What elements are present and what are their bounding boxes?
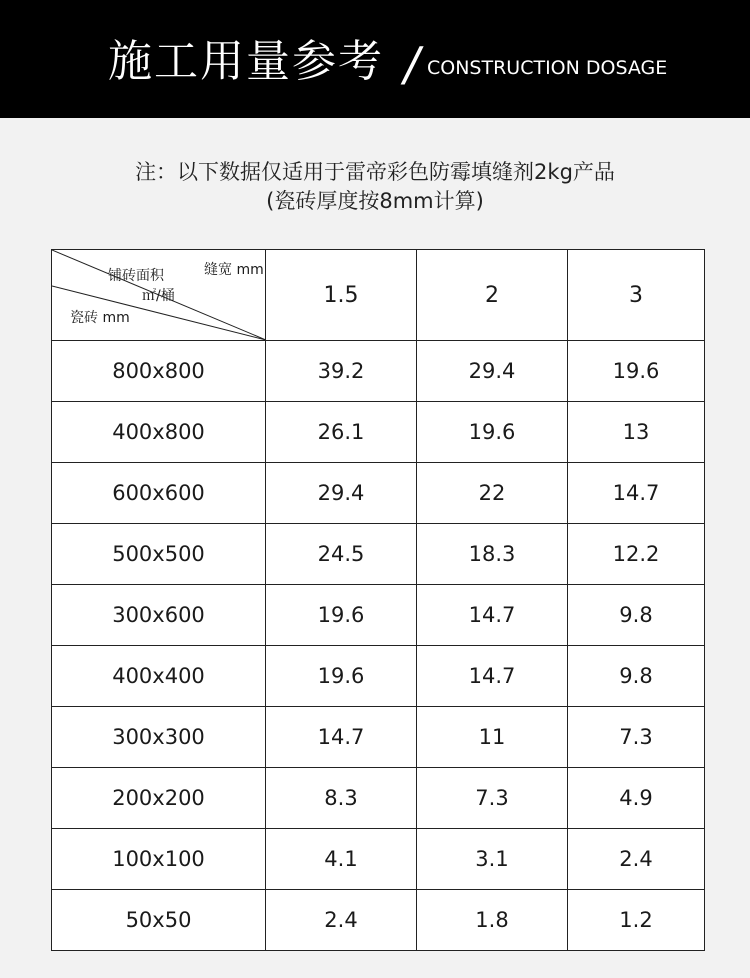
note-line-2: (瓷砖厚度按8mm计算): [266, 189, 484, 213]
header-banner: [0, 0, 750, 118]
coverage-value-cell: 14.7: [417, 585, 568, 646]
coverage-value-cell: 19.6: [568, 341, 705, 402]
column-header: 3: [568, 250, 705, 341]
coverage-value-cell: 19.6: [266, 646, 417, 707]
tile-size-cell: 100x100: [52, 829, 266, 890]
coverage-value-cell: 26.1: [266, 402, 417, 463]
coverage-value-cell: 4.1: [266, 829, 417, 890]
tile-size-cell: 400x800: [52, 402, 266, 463]
coverage-value-cell: 19.6: [417, 402, 568, 463]
table-row: [52, 890, 705, 951]
coverage-value-cell: 12.2: [568, 524, 705, 585]
table-row: [52, 646, 705, 707]
table-row: [52, 463, 705, 524]
note-line-1: 注：以下数据仅适用于雷帝彩色防霉填缝剂2kg产品: [135, 160, 615, 184]
page-subtitle: CONSTRUCTION DOSAGE: [427, 57, 668, 79]
coverage-value-cell: 11: [417, 707, 568, 768]
coverage-value-cell: 14.7: [417, 646, 568, 707]
dosage-table: [51, 249, 705, 951]
tile-size-cell: 800x800: [52, 341, 266, 402]
tile-size-label: 瓷砖 mm: [70, 310, 130, 326]
table-row: [52, 524, 705, 585]
coverage-value-cell: 8.3: [266, 768, 417, 829]
coverage-unit-label: ㎡/桶: [142, 288, 175, 304]
tile-size-cell: 200x200: [52, 768, 266, 829]
coverage-value-cell: 1.2: [568, 890, 705, 951]
tile-size-cell: 50x50: [52, 890, 266, 951]
tile-size-cell: 300x600: [52, 585, 266, 646]
page-title: 施工用量参考: [108, 36, 384, 87]
table-row: [52, 341, 705, 402]
coverage-value-cell: 22: [417, 463, 568, 524]
tile-size-cell: 300x300: [52, 707, 266, 768]
corner-header-cell: [52, 250, 266, 341]
coverage-value-cell: 29.4: [417, 341, 568, 402]
title-divider-slash: /: [404, 37, 420, 91]
table-row: [52, 402, 705, 463]
tile-size-cell: 400x400: [52, 646, 266, 707]
coverage-value-cell: 2.4: [568, 829, 705, 890]
coverage-value-cell: 14.7: [266, 707, 417, 768]
coverage-value-cell: 9.8: [568, 646, 705, 707]
table-row: [52, 707, 705, 768]
coverage-value-cell: 7.3: [417, 768, 568, 829]
coverage-value-cell: 3.1: [417, 829, 568, 890]
column-header: 2: [417, 250, 568, 341]
column-header: 1.5: [266, 250, 417, 341]
seam-width-label: 缝宽 mm: [204, 262, 264, 278]
coverage-value-cell: 39.2: [266, 341, 417, 402]
coverage-value-cell: 19.6: [266, 585, 417, 646]
tile-size-cell: 500x500: [52, 524, 266, 585]
coverage-value-cell: 4.9: [568, 768, 705, 829]
coverage-value-cell: 9.8: [568, 585, 705, 646]
table-header-row: [52, 250, 705, 341]
table-row: [52, 585, 705, 646]
coverage-value-cell: 7.3: [568, 707, 705, 768]
coverage-value-cell: 13: [568, 402, 705, 463]
coverage-value-cell: 29.4: [266, 463, 417, 524]
coverage-area-label: 铺砖面积: [108, 268, 164, 284]
tile-size-cell: 600x600: [52, 463, 266, 524]
coverage-value-cell: 24.5: [266, 524, 417, 585]
coverage-value-cell: 2.4: [266, 890, 417, 951]
coverage-value-cell: 18.3: [417, 524, 568, 585]
coverage-value-cell: 14.7: [568, 463, 705, 524]
coverage-value-cell: 1.8: [417, 890, 568, 951]
table-row: [52, 768, 705, 829]
table-row: [52, 829, 705, 890]
